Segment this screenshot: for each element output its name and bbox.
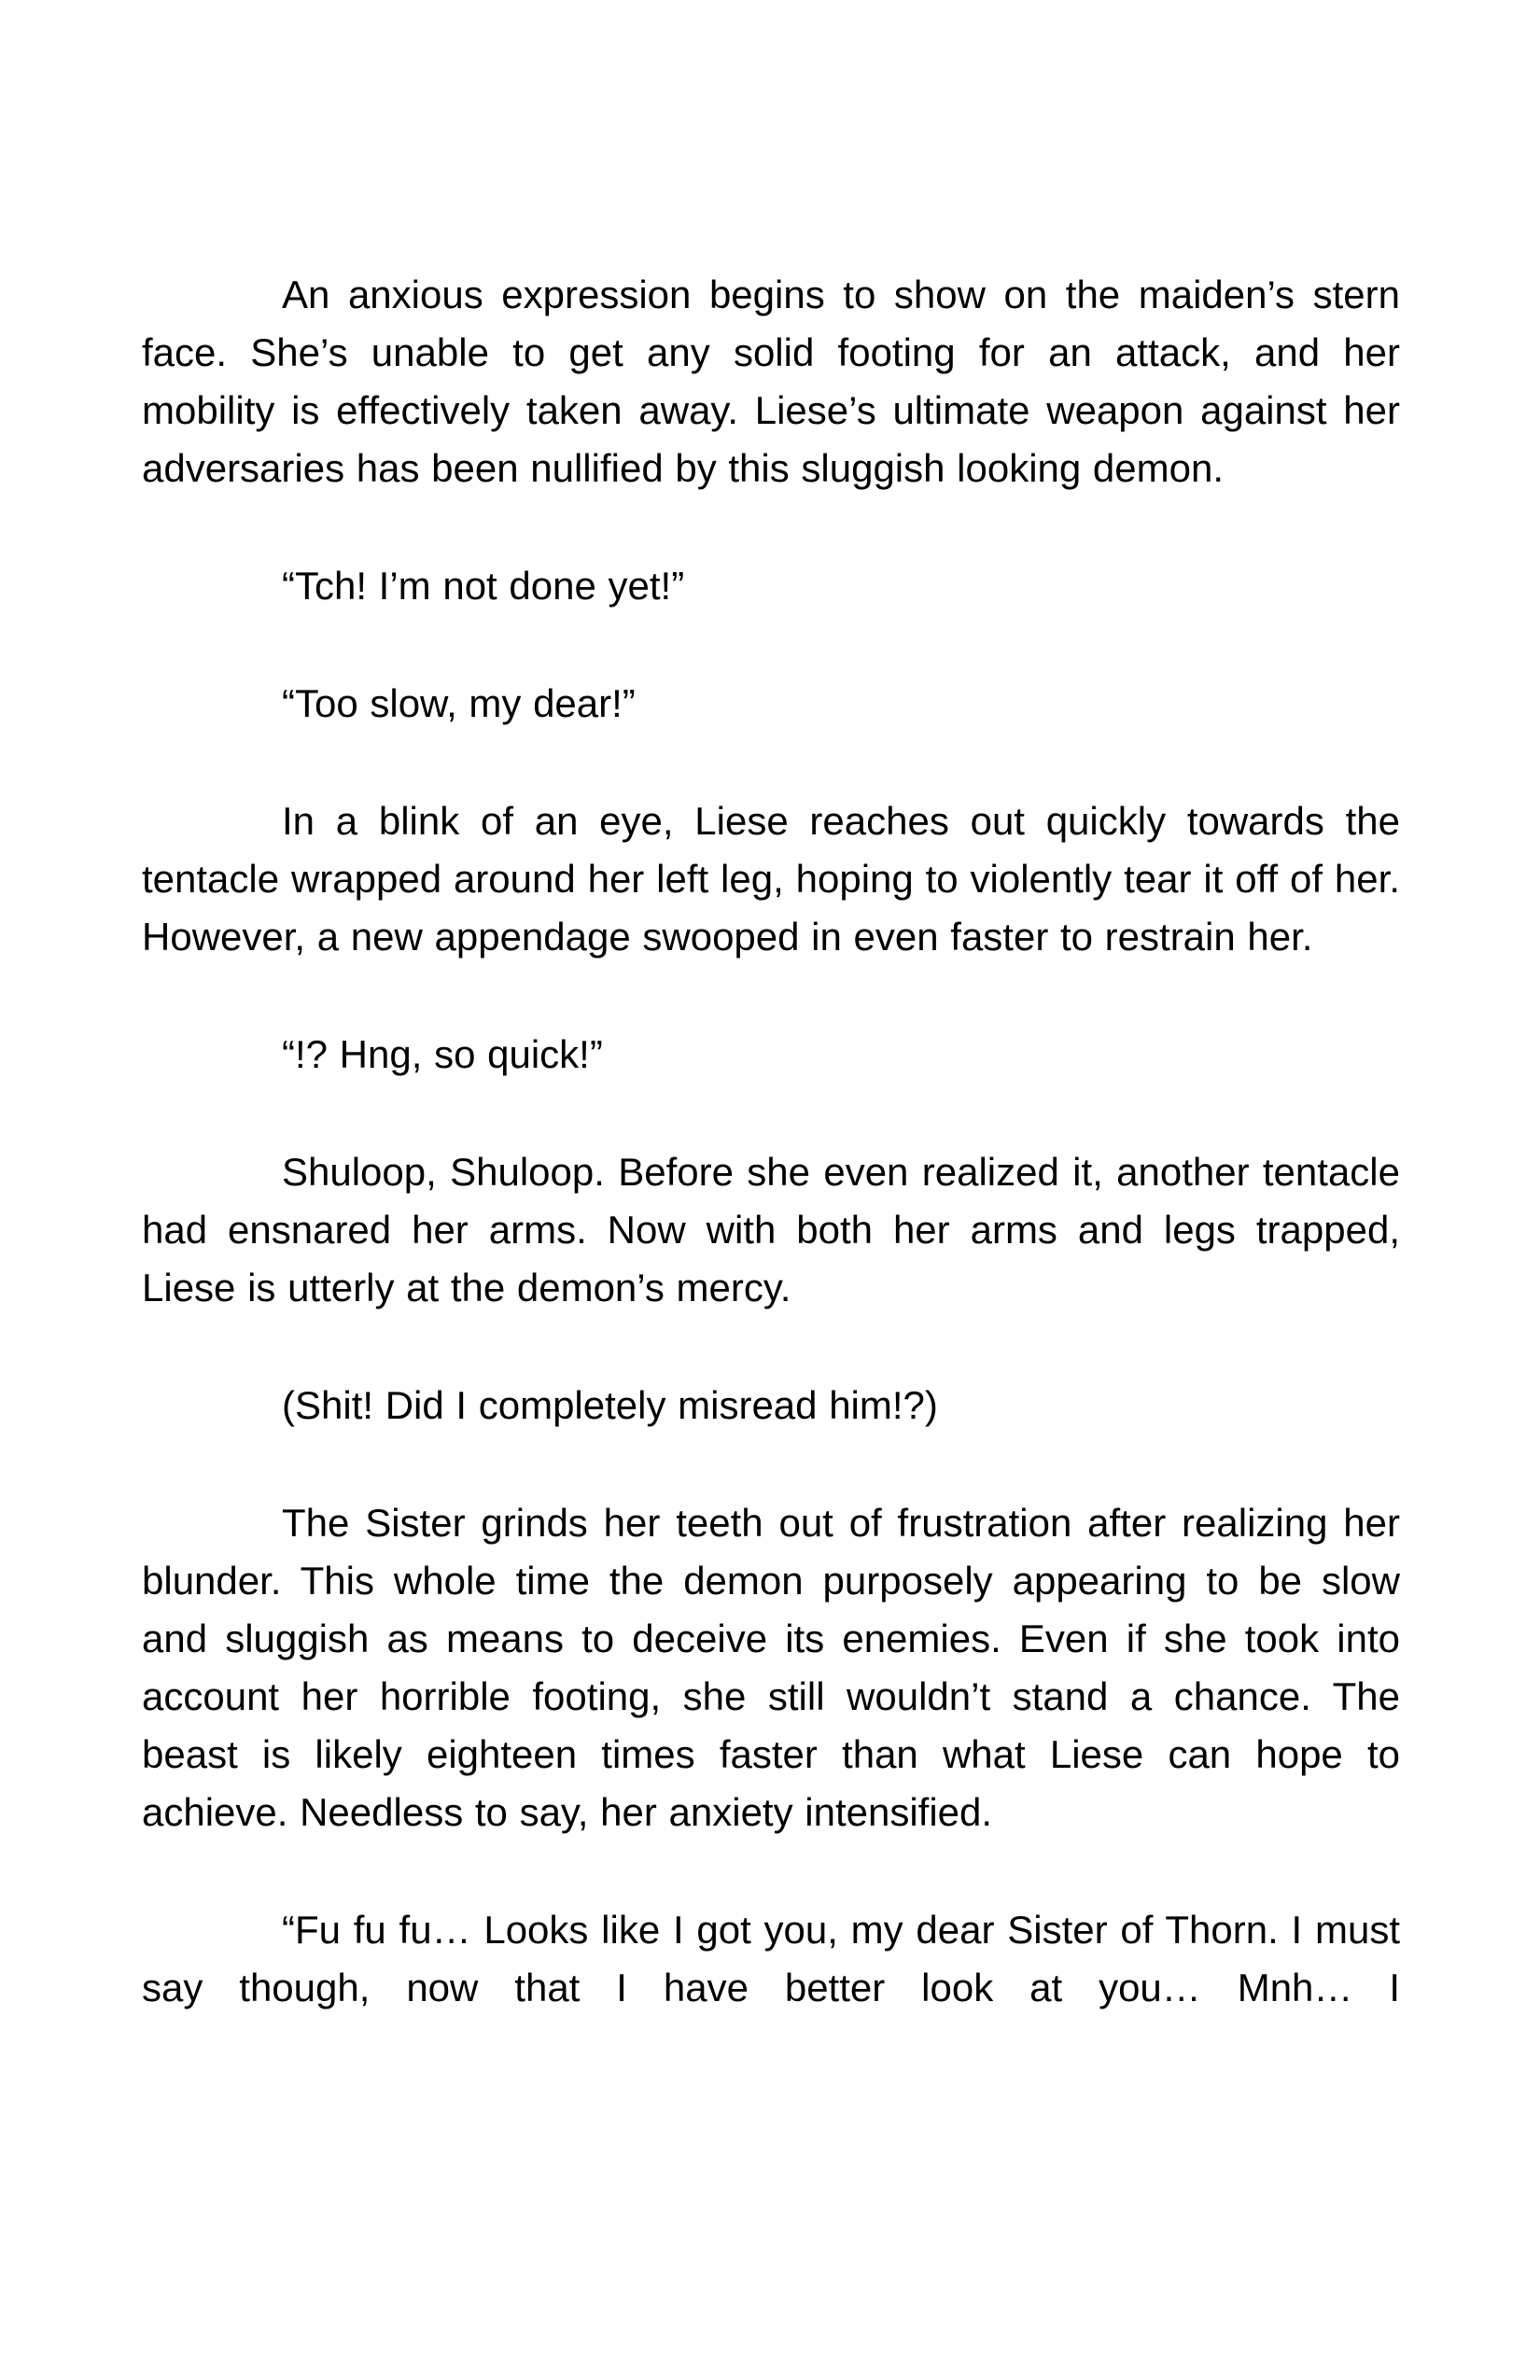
paragraph-inner-thought: (Shit! Did I completely misread him!?)	[282, 1383, 938, 1427]
page-text-block	[142, 266, 1400, 2017]
paragraph-dialogue: “!? Hng, so quick!”	[282, 1032, 603, 1076]
paragraph-dialogue: “Tch! I’m not done yet!”	[282, 564, 685, 608]
paragraph-narration: Shuloop, Shuloop. Before she even realized it, another tentacle had ensnared her arms. Now with both her arms and legs trapped, Liese is utterly at the demon’s mercy.	[142, 1150, 1400, 1309]
paragraph-narration: The Sister grinds her teeth out of frustration after realizing her blunder. This whole time the demon purposely appearing to be slow and sluggish as means to deceive its enemies. Even if she took into account her horrible footing, she still wouldn’t stand a chance. The beast is likely eighteen times faster than what Liese can hope to achieve. Needless to say, her anxiety intensified.	[142, 1501, 1400, 1834]
paragraph-narration: In a blink of an eye, Liese reaches out quickly towards the tentacle wrapped around her left leg, hoping to violently tear it off of her. However, a new appendage swooped in even faster to restrain her.	[142, 799, 1400, 959]
paragraph-dialogue: “Fu fu fu… Looks like I got you, my dear Sister of Thorn. I must say though, now that I have better look at you… Mnh… I	[142, 1908, 1400, 2009]
paragraph-narration: An anxious expression begins to show on the maiden’s stern face. She’s unable to get any solid footing for an attack, and her mobility is effectively taken away. Liese’s ultimate weapon against her adversaries has been nullified by this sluggish looking demon.	[142, 273, 1400, 490]
paragraph-dialogue: “Too slow, my dear!”	[282, 681, 636, 725]
